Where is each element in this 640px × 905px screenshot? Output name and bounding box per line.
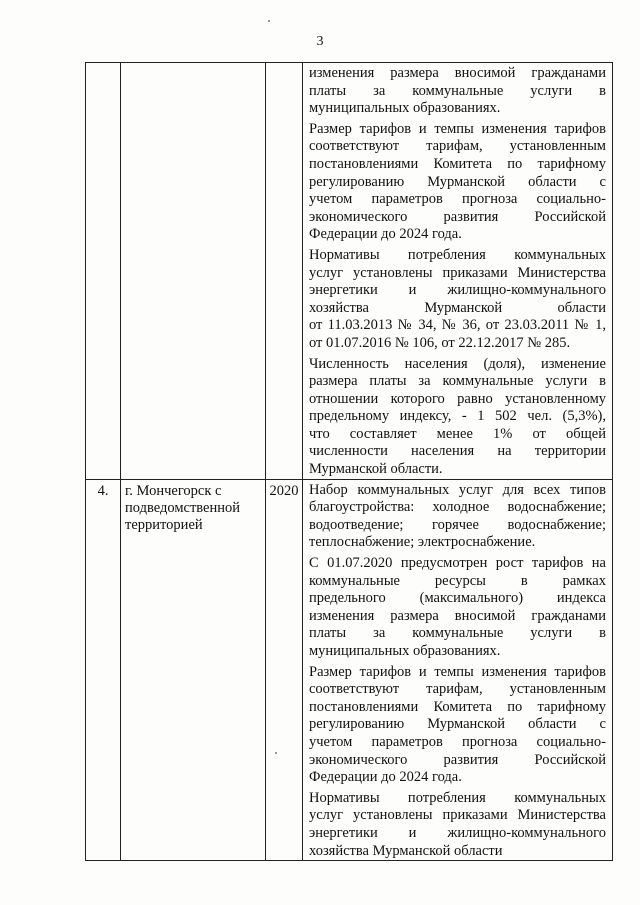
text-line: энергетики и жилищно-коммунального <box>309 824 606 841</box>
tariff-table <box>85 62 613 861</box>
cell-year: 2020 <box>266 479 303 860</box>
table-row-continued <box>86 63 613 480</box>
text-line: отношении которого равно установленному <box>309 390 606 407</box>
text-line: муниципальных образованиях. <box>309 100 501 117</box>
text-line: услуг установлены приказами Министерства <box>309 807 606 824</box>
text-line: теплоснабжение; электроснабжение. <box>309 534 536 551</box>
text-line: коммунальные ресурсы в рамках <box>309 572 606 589</box>
text-line: предельного (максимального) индекса <box>309 590 606 607</box>
text-line: услуг установлены приказами Министерства <box>309 264 606 281</box>
text-line: регулированию Мурманской области с <box>309 173 606 190</box>
text-line: изменения размера вносимой гражданами <box>309 607 606 624</box>
scan-speck <box>268 20 270 22</box>
text-line: платы за коммунальные услуги в <box>309 82 606 99</box>
text-line: Федерации до 2024 года. <box>309 769 462 786</box>
text-line: муниципальных образованиях. <box>309 643 501 659</box>
text-line: водоотведение; горячее водоснабжение; <box>309 516 606 533</box>
text-line: Численность населения (доля), изменение <box>309 355 606 372</box>
text-line: хозяйства Мурманской области <box>309 842 503 859</box>
text-line: Размер тарифов и темпы изменения тарифов <box>309 663 606 680</box>
text-line: учетом параметров прогноза социально- <box>309 191 606 208</box>
cell-name-empty <box>121 63 266 480</box>
cell-number: 4. <box>86 479 121 860</box>
text-line: размера платы за коммунальные услуги в <box>309 373 606 390</box>
text-line: хозяйства Мурманской области <box>309 299 606 316</box>
text-line: Федерации до 2024 года. <box>309 226 462 243</box>
text-line: благоустройства: холодное водоснабжение; <box>309 499 606 516</box>
text-line: экономического развития Российской <box>309 208 606 225</box>
text-line: соответствуют тарифам, установленным <box>309 138 606 155</box>
cell-municipality-name: г. Мончегорск с подведомственной территорией <box>121 479 266 860</box>
text-line: регулированию Мурманской области с <box>309 716 606 733</box>
text-line: соответствуют тарифам, установленным <box>309 681 606 698</box>
text-line: изменения размера вносимой гражданами <box>309 65 606 81</box>
cell-number-empty <box>86 63 121 480</box>
text-line: численности населения на территории <box>309 443 606 460</box>
cell-description-continued <box>303 63 613 480</box>
cell-year-empty <box>266 63 303 480</box>
table-row-4 <box>86 479 613 860</box>
text-line: постановлениями Комитета по тарифному <box>309 698 606 715</box>
text-line: постановлениями Комитета по тарифному <box>309 155 606 172</box>
page-number: 3 <box>316 34 324 49</box>
text-line: Нормативы потребления коммунальных <box>309 789 606 806</box>
text-line: С 01.07.2020 предусмотрен рост тарифов на <box>309 555 606 572</box>
cell-description <box>303 479 613 860</box>
text-line: что составляет менее 1% от общей <box>309 425 606 442</box>
text-line: экономического развития Российской <box>309 751 606 768</box>
text-line: учетом параметров прогноза социально- <box>309 733 606 750</box>
text-line: от 11.03.2013 № 34, № 36, от 23.03.2011 № 1, <box>309 317 606 334</box>
text-line: предельному индексу, - 1 502 чел. (5,3%), <box>309 408 606 425</box>
text-line: Мурманской области. <box>309 461 443 478</box>
text-line: Набор коммунальных услуг для всех типов <box>309 481 606 498</box>
text-line: от 01.07.2016 № 106, от 22.12.2017 № 285. <box>309 334 571 351</box>
text-line: Размер тарифов и темпы изменения тарифов <box>309 120 606 137</box>
text-line: энергетики и жилищно-коммунального <box>309 282 606 299</box>
text-line: Нормативы потребления коммунальных <box>309 246 606 263</box>
text-line: платы за коммунальные услуги в <box>309 625 606 642</box>
